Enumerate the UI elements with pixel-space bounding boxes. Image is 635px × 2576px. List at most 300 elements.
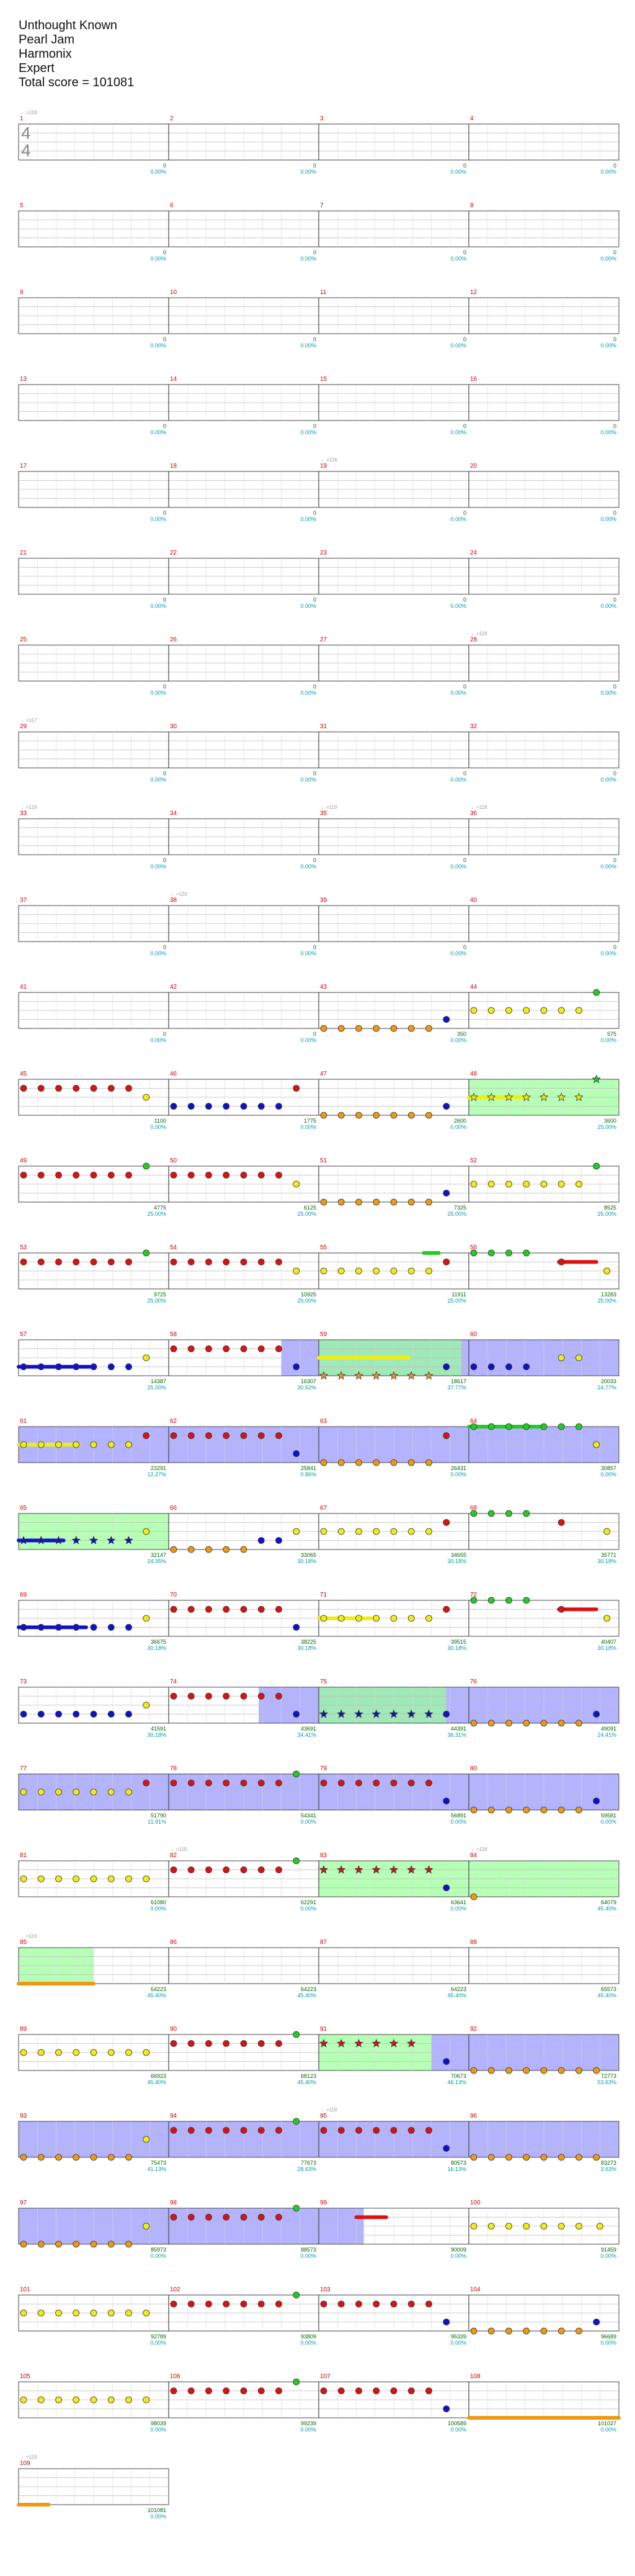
yellow-note [471,1007,477,1014]
blue-note [258,1538,264,1544]
measure-percent: 0.00% [600,777,616,783]
yellow-note [541,2223,547,2229]
blue-note [443,2146,450,2152]
red-note [241,1433,247,1439]
red-note [223,2214,229,2221]
red-note [223,1780,229,1786]
yellow-note [91,1876,97,1882]
measure-score: 0 [162,249,166,256]
red-note [293,1085,300,1092]
blue-note [56,1624,62,1631]
green-note [593,1163,600,1169]
yellow-note [426,1528,432,1535]
song-charter: Harmonix [19,47,72,61]
measure-score: 77673 [300,2160,316,2166]
red-note [171,1867,177,1873]
measure-number: 39 [320,897,327,904]
red-note [188,1259,194,1265]
yellow-note [73,1442,79,1448]
red-note [408,2388,414,2394]
blue-note [73,1364,79,1370]
green-note [506,1424,512,1430]
blue-note [171,1103,177,1110]
yellow-note [143,1355,149,1361]
measure-percent: 0.00% [300,2427,316,2433]
measure-percent: 12.27% [147,1471,166,1477]
measure-number: 50 [170,1157,177,1164]
yellow-note [426,1615,432,1621]
measure-score: 0 [613,597,616,603]
measure-score: 99239 [300,2420,316,2427]
orange-note [356,1025,362,1032]
measure-score: 0 [313,944,316,950]
red-note [108,1259,114,1265]
blue-note [471,1364,477,1370]
measure-number: 12 [470,289,477,296]
measure-number: 42 [170,984,177,991]
red-note [258,2388,264,2394]
measure-number: 103 [320,2286,331,2293]
measure-percent: 25.00% [297,1211,316,1217]
measure-number: 26 [170,636,177,643]
orange-note [126,2241,132,2247]
red-note [188,2128,194,2134]
red-note [206,2128,212,2134]
measure-number: 98 [170,2199,177,2206]
measure-score: 0 [313,510,316,516]
measure-number: 99 [320,2199,327,2206]
yellow-note [143,1702,149,1708]
yellow-note [143,2223,149,2229]
red-note [206,1259,212,1265]
measure-score: 75473 [150,2160,166,2166]
measure-score: 70673 [450,2073,466,2079]
measure-percent: 0.00% [150,690,166,696]
orange-note [321,1199,327,1205]
red-note [373,2388,380,2394]
measure-score: 64223 [300,1986,316,1992]
blue-note [488,1364,494,1370]
measure-score: 13283 [600,1291,616,1298]
measure-score: 0 [613,510,616,516]
measure-percent: 0.00% [150,256,166,262]
blue-note [443,1017,450,1023]
measure-score: 0 [613,857,616,863]
blue-note [56,1711,62,1718]
total-score: Total score = 101081 [19,76,135,89]
green-note [293,2205,300,2211]
measure-score: 0 [613,770,616,777]
measure-percent: 0.00% [450,2253,466,2259]
measure-percent: 0.00% [150,1037,166,1043]
orange-note [488,1720,494,1726]
blue-note [258,1103,264,1110]
measure-score: 0 [313,597,316,603]
red-note [20,1259,27,1265]
orange-note [391,1460,397,1466]
measure-number: 89 [20,2026,27,2033]
blue-note [593,1711,600,1718]
red-note [206,2301,212,2307]
red-note [338,2128,344,2134]
red-note [241,1780,247,1786]
measure-percent: 0.00% [150,603,166,609]
measure-number: 7 [320,202,324,209]
yellow-note [558,1355,564,1361]
blue-note [91,1624,97,1631]
orange-note [408,1460,414,1466]
measure-number: 86 [170,1939,177,1946]
red-note [258,1346,264,1352]
yellow-note [126,2397,132,2403]
red-note [171,1607,177,1613]
orange-note [373,1112,380,1118]
measure-score: 30857 [600,1465,616,1471]
measure-percent: 45.40% [147,1992,166,1999]
measure-number: 57 [20,1331,27,1338]
measure-score: 64079 [600,1899,616,1905]
red-note [206,2388,212,2394]
orange-note [188,1546,194,1553]
yellow-note [321,1615,327,1621]
orange-note [171,1546,177,1553]
measure-percent: 0.00% [300,777,316,783]
measure-percent: 0.00% [300,256,316,262]
measure-number: 94 [170,2113,177,2119]
orange-note [338,1025,344,1032]
song-title: Unthought Known [19,19,118,32]
measure-percent: 0.00% [300,1037,316,1043]
measure-number: 91 [320,2026,327,2033]
measure-score: 40407 [600,1639,616,1645]
yellow-note [143,1094,149,1100]
measure-percent: 0.00% [150,777,166,783]
yellow-note [408,1528,414,1535]
measure-percent: 0.00% [600,1471,616,1477]
orange-note [20,2154,27,2160]
blue-note [293,1451,300,1457]
blue-note [443,1103,450,1110]
song-artist: Pearl Jam [19,33,75,47]
red-note [206,1693,212,1700]
measure-number: 21 [20,550,27,556]
measure-number: 23 [320,550,327,556]
yellow-note [488,1181,494,1187]
measure-number: 47 [320,1071,327,1077]
blue-note [91,1711,97,1718]
red-note [171,1346,177,1352]
measure-percent: 30.18% [597,1645,616,1651]
red-note [373,1780,380,1786]
yellow-note [541,1007,547,1014]
measure-score: 0 [313,423,316,429]
yellow-note [593,1442,600,1448]
measure-score: 96689 [600,2333,616,2340]
red-note [391,1780,397,1786]
yellow-note [576,1007,582,1014]
yellow-note [391,1528,397,1535]
measure-score: 0 [463,770,466,777]
measure-percent: 45.40% [597,1905,616,1912]
orange-note [576,2154,582,2160]
measure-score: 62291 [300,1899,316,1905]
measure-number: 54 [170,1244,177,1251]
measure-number: 5 [20,202,24,209]
orange-note [523,1720,530,1726]
yellow-note [143,1876,149,1882]
measure-percent: 0.00% [300,603,316,609]
orange-note [506,2154,512,2160]
red-note [206,2041,212,2047]
red-note [241,2388,247,2394]
red-note [373,2301,380,2307]
measure-number: 90 [170,2026,177,2033]
measure-score: 92789 [150,2333,166,2340]
measure-score: 0 [463,510,466,516]
tempo-marker: ♩=119 [21,2454,37,2460]
blue-note [206,1103,212,1110]
measure-number: 105 [20,2373,30,2380]
measure-score: 0 [313,770,316,777]
green-note [576,1424,582,1430]
blue-note [20,1711,27,1718]
orange-note [73,2154,79,2160]
red-note [373,2128,380,2134]
yellow-note [91,2397,97,2403]
yellow-note [73,1876,79,1882]
orange-note [558,2067,564,2074]
yellow-note [126,1789,132,1795]
measure-score: 0 [162,163,166,169]
orange-note [56,2241,62,2247]
measure-score: 0 [463,163,466,169]
measure-percent: 0.00% [300,342,316,349]
orange-note [338,1460,344,1466]
orange-note [408,1025,414,1032]
measure-score: 2600 [453,1118,466,1124]
measure-number: 67 [320,1505,327,1512]
yellow-note [391,1268,397,1274]
red-note [223,2301,229,2307]
red-note [443,1607,450,1613]
orange-note [506,2328,512,2334]
measure-score: 34655 [450,1552,466,1558]
red-note [241,2128,247,2134]
orange-note [541,2328,547,2334]
measure-number: 25 [20,636,27,643]
orange-note [356,1460,362,1466]
red-note [223,1259,229,1265]
red-note [276,2301,282,2307]
measure-score: 0 [162,336,166,342]
blue-note [56,1364,62,1370]
measure-percent: 0.00% [150,429,166,435]
measure-number: 56 [470,1244,477,1251]
red-note [108,1085,114,1092]
yellow-note [38,1789,44,1795]
measure-number: 96 [470,2113,477,2119]
red-note [171,1433,177,1439]
red-note [356,2128,362,2134]
measure-number: 14 [170,376,177,383]
blue-note [443,1885,450,1891]
yellow-note [523,1181,530,1187]
yellow-note [506,2223,512,2229]
yellow-note [558,1007,564,1014]
measure-percent: 0.00% [300,863,316,870]
green-note [293,2379,300,2385]
red-note [258,1433,264,1439]
orange-note [523,2154,530,2160]
yellow-note [126,1876,132,1882]
red-note [321,1780,327,1786]
measure-percent: 0.00% [600,429,616,435]
yellow-note [108,1442,114,1448]
measure-percent: 25.00% [147,1211,166,1217]
measure-score: 85973 [150,2247,166,2253]
measure-percent: 46.13% [447,2079,466,2085]
measure-score: 0 [463,336,466,342]
yellow-note [91,1789,97,1795]
measure-number: 65 [20,1505,27,1512]
measure-number: 106 [170,2373,180,2380]
red-note [188,2301,194,2307]
blue-note [38,1364,44,1370]
measure-number: 33 [20,810,27,817]
orange-note [20,2241,27,2247]
measure-percent: 0.00% [600,863,616,870]
measure-score: 0 [162,510,166,516]
orange-note [576,1807,582,1813]
blue-note [38,1711,44,1718]
red-note [258,1867,264,1873]
red-note [108,1172,114,1179]
measure-number: 24 [470,550,477,556]
red-note [338,1780,344,1786]
red-note [206,1867,212,1873]
yellow-note [506,1181,512,1187]
blue-note [293,1364,300,1370]
red-note [338,2301,344,2307]
orange-note [56,2154,62,2160]
measure-percent: 0.00% [150,2253,166,2259]
yellow-note [56,2397,62,2403]
measure-score: 54341 [300,1812,316,1819]
orange-note [593,2154,600,2160]
red-note [20,1172,27,1179]
orange-note [593,2067,600,2074]
measure-number: 17 [20,463,27,470]
red-note [258,1172,264,1179]
red-note [188,1346,194,1352]
yellow-note [293,1528,300,1535]
measure-percent: 0.00% [600,950,616,956]
measure-number: 52 [470,1157,477,1164]
yellow-note [126,2310,132,2316]
orange-note [108,2241,114,2247]
measure-number: 73 [20,1678,27,1685]
measure-number: 100 [470,2199,481,2206]
measure-number: 81 [20,1852,27,1859]
measure-number: 51 [320,1157,327,1164]
red-note [188,1433,194,1439]
measure-score: 0 [613,163,616,169]
yellow-note [604,1528,610,1535]
green-note [293,2118,300,2124]
measure-percent: 53.63% [597,2079,616,2085]
measure-number: 92 [470,2026,477,2033]
orange-note [426,1199,432,1205]
measure-number: 93 [20,2113,27,2119]
red-note [171,2214,177,2221]
red-note [38,1172,44,1179]
red-note [171,1172,177,1179]
yellow-note [408,1268,414,1274]
red-note [223,1607,229,1613]
measure-score: 4775 [153,1205,166,1211]
orange-note [471,1720,477,1726]
measure-number: 70 [170,1592,177,1598]
measure-score: 56891 [450,1812,466,1819]
red-note [258,2214,264,2221]
orange-note [488,1807,494,1813]
measure-percent: 0.00% [600,169,616,175]
blue-note [443,2319,450,2325]
orange-note [426,1112,432,1118]
measure-score: 0 [463,944,466,950]
measure-percent: 25.00% [447,1211,466,1217]
measure-percent: 0.00% [600,2340,616,2346]
measure-percent: 0.00% [450,863,466,870]
measure-score: 100589 [447,2420,466,2427]
measure-percent: 0.00% [450,777,466,783]
measure-number: 3 [320,115,324,122]
measure-number: 41 [20,984,27,991]
red-note [558,1607,564,1613]
measure-number: 8 [470,202,474,209]
blue-note [20,1624,27,1631]
red-note [276,1693,282,1700]
red-note [426,1780,432,1786]
orange-note [506,2067,512,2074]
orange-note [558,2154,564,2160]
measure-number: 87 [320,1939,327,1946]
yellow-note [56,2310,62,2316]
measure-score: 10925 [300,1291,316,1298]
measure-score: 64223 [150,1986,166,1992]
measure-percent: 0.00% [450,1037,466,1043]
measure-percent: 0.00% [600,342,616,349]
red-note [171,1780,177,1786]
measure-number: 13 [20,376,27,383]
blue-note [73,1624,79,1631]
orange-note [488,2154,494,2160]
measure-number: 19 [320,463,327,470]
measure-number: 108 [470,2373,481,2380]
measure-percent: 30.18% [297,1558,316,1564]
measure-score: 0 [313,249,316,256]
red-note [223,1693,229,1700]
tempo-marker: ♩=117 [21,718,37,723]
measure-percent: 24.41% [597,1732,616,1738]
red-note [276,1259,282,1265]
red-note [188,1780,194,1786]
red-note [443,1259,450,1265]
measure-number: 31 [320,723,327,730]
yellow-note [143,2310,149,2316]
orange-note [541,1720,547,1726]
measure-percent: 30.18% [597,1558,616,1564]
